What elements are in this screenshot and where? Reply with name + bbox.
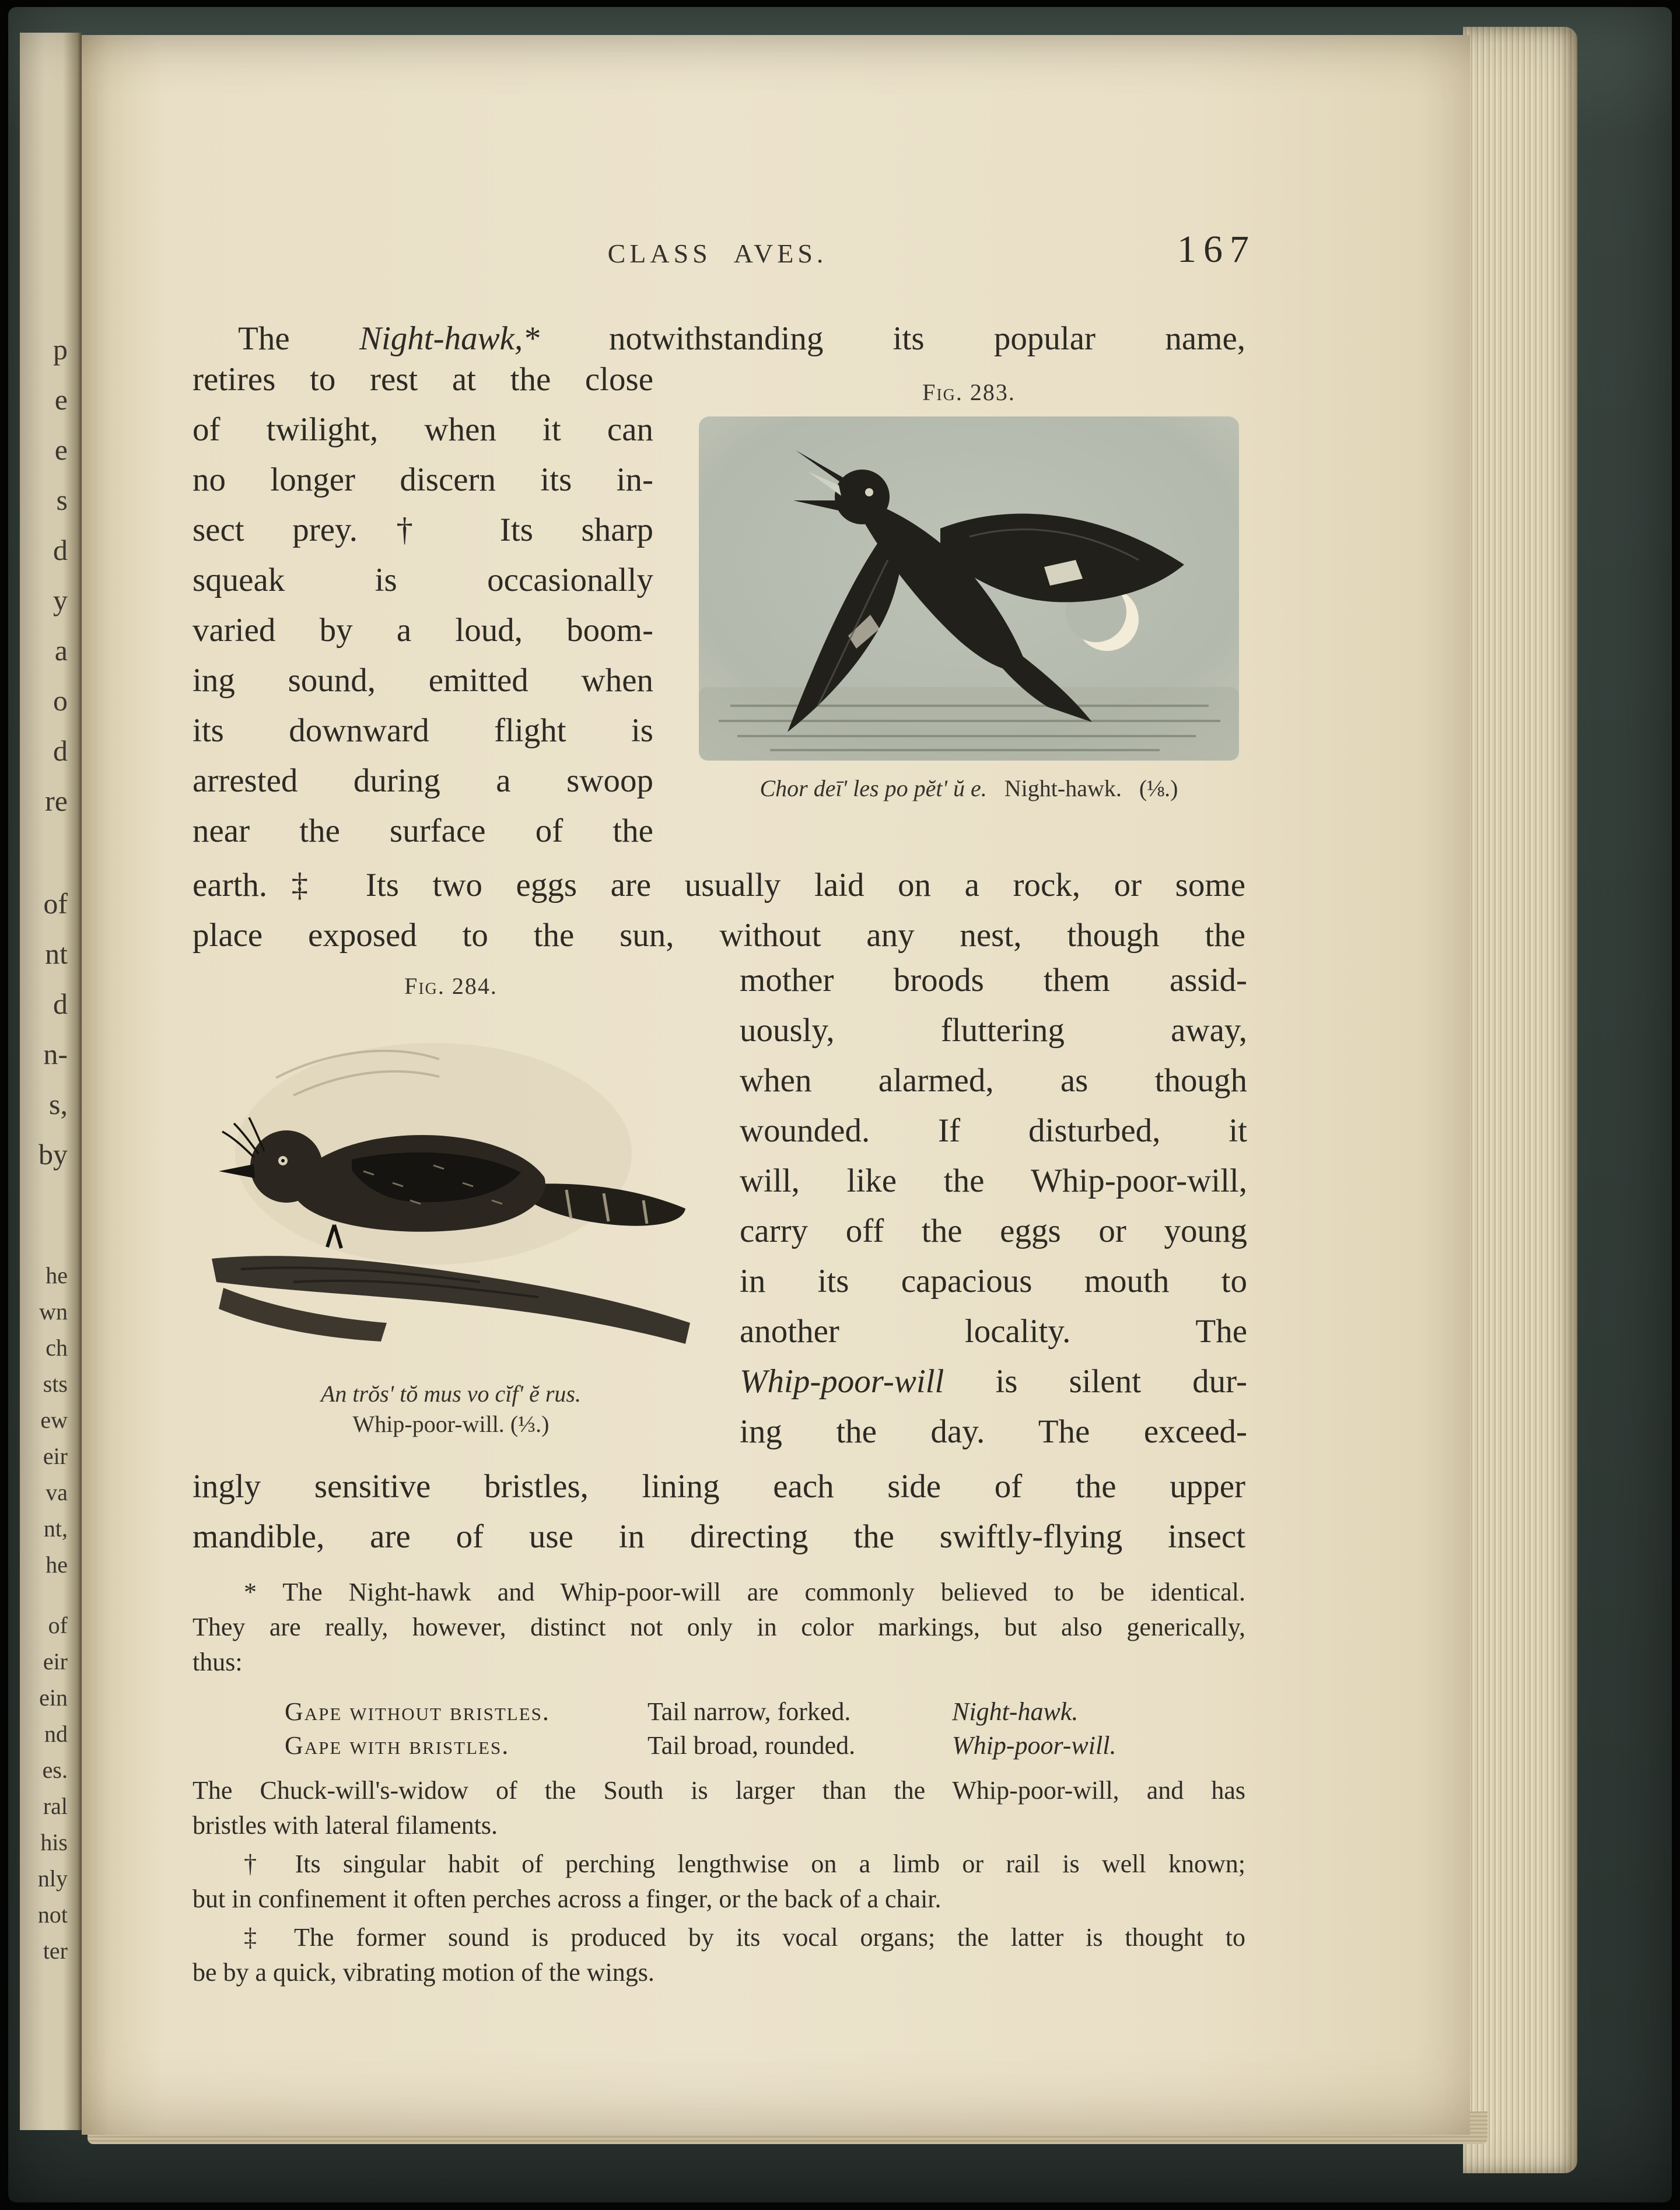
paragraph-right-column: [740, 955, 1247, 1457]
footnote-line: bristles with lateral filaments.: [192, 1811, 498, 1840]
text-line: earth.‡ Its two eggs are usually laid on a rock, or some: [192, 867, 1245, 903]
left-page-fragment: ral: [43, 1793, 68, 1819]
text-line: another locality. The: [740, 1313, 1247, 1350]
left-page-fragment: s,: [49, 1088, 68, 1120]
footnote-line: thus:: [192, 1648, 243, 1676]
text-line: when alarmed, as though: [740, 1062, 1247, 1099]
left-page-fragment: e: [54, 383, 68, 416]
footnote-line: be by a quick, vibrating motion of the wings.: [192, 1958, 654, 1987]
paragraph-rest-text: notwithstanding its popular name,: [539, 320, 1245, 357]
text-line: mandible, are of use in directing the swiftly-flying insect: [192, 1518, 1245, 1555]
left-page-fragments-lower: [39, 1258, 68, 1583]
bird-eye: [865, 488, 873, 496]
species-cell: Night-hawk.: [952, 1697, 1079, 1726]
left-page-sliver: [20, 33, 82, 2130]
common-name: Whip-poor-will.: [352, 1411, 505, 1437]
left-page-fragment: d: [53, 534, 68, 566]
left-page-fragment: nt: [45, 937, 68, 970]
text-line: retires to rest at the close: [192, 361, 653, 398]
text-line: arrested during a swoop: [192, 762, 653, 799]
text-line: place exposed to the sun, without any nest, though the: [192, 917, 1245, 954]
left-page-fragment: nd: [44, 1721, 68, 1747]
left-page-fragment: he: [46, 1551, 68, 1578]
paragraph-left-column: [192, 355, 653, 856]
latin-name: Chor deī' les po pĕt' ŭ e.: [760, 775, 987, 801]
left-page-fragment: d: [53, 987, 68, 1020]
left-page-fragment: of: [43, 887, 68, 920]
text-after-italic: is silent dur-: [944, 1363, 1247, 1400]
tail-cell: Tail narrow, forked.: [648, 1697, 851, 1726]
left-page-fragment: ter: [43, 1938, 68, 1964]
text-line: in its capacious mouth to: [740, 1263, 1247, 1300]
footnote-asterisk: [192, 1575, 1245, 1680]
right-column-lines: [740, 955, 1247, 1357]
common-name: Night-hawk.: [1004, 775, 1122, 801]
left-page-fragments-mid: [38, 878, 68, 1179]
text-line: mother broods them assid-: [740, 962, 1247, 999]
paragraph-closing-lines: [192, 1462, 1245, 1562]
left-page-fragment: n-: [43, 1038, 68, 1070]
left-page-fragment: es.: [42, 1757, 68, 1783]
scale-note: (⅓.): [510, 1411, 550, 1437]
left-page-fragment: not: [37, 1901, 68, 1928]
table-row: [192, 1729, 1245, 1763]
species-name-italic: Night-hawk,*: [359, 320, 540, 357]
species-name-italic: Whip-poor-will: [740, 1363, 944, 1400]
text-line: squeak is occasionally: [192, 562, 653, 598]
footnote-line: They are really, however, distinct not only in color markings, but also generically,: [192, 1613, 1245, 1641]
text-line: wounded. If disturbed, it: [740, 1112, 1247, 1149]
branch: [212, 1256, 690, 1344]
whippoorwill-engraving: [188, 1008, 713, 1370]
left-page-fragment: nt,: [43, 1515, 68, 1542]
text-line: ing the day. The exceed-: [740, 1413, 1247, 1450]
left-page-fragment: by: [38, 1138, 68, 1171]
left-page-fragments-bottom: [38, 1607, 68, 1969]
left-page-fragment: wn: [39, 1298, 68, 1325]
table-row: [192, 1695, 1245, 1729]
text-line: no longer discern its in-: [192, 461, 653, 498]
left-page-fragment: ch: [46, 1335, 68, 1361]
footnote-asterisk-continuation: [192, 1773, 1245, 1843]
species-cell: Whip-poor-will.: [952, 1731, 1116, 1760]
text-line: varied by a loud, boom-: [192, 612, 653, 649]
paragraph-full-width-continuation: [192, 860, 1245, 961]
left-page-fragment: e: [54, 433, 68, 466]
left-page-fragment: nly: [37, 1865, 68, 1892]
text-line: uously, fluttering away,: [740, 1012, 1247, 1049]
footnote-line: The Chuck-will's-widow of the South is larger than the Whip-poor-will, and has: [192, 1776, 1245, 1805]
text-line: ingly sensitive bristles, lining each side of the upper: [192, 1468, 1245, 1505]
text-line-with-italic: [740, 1357, 1247, 1407]
paragraph-lead-text: The: [238, 320, 359, 357]
left-page-fragment: ein: [39, 1684, 68, 1711]
left-page-fragment: he: [46, 1262, 68, 1288]
page-number: 167: [1177, 228, 1256, 271]
footnote-comparison-table: [192, 1695, 1245, 1763]
left-page-fragment: of: [48, 1612, 68, 1638]
running-title: CLASS AVES.: [607, 239, 828, 268]
text-line: sect prey.† Its sharp: [192, 512, 653, 548]
left-page-fragment: re: [45, 784, 68, 817]
left-page-fragment: d: [53, 734, 68, 767]
left-page-fragment: y: [53, 584, 68, 617]
footnote-dagger: [192, 1847, 1245, 1917]
left-page-fragment: sts: [43, 1371, 68, 1397]
footnotes: [192, 1575, 1245, 1990]
figure-283-nighthawk: [695, 379, 1242, 804]
left-page-fragments-top: [45, 324, 68, 826]
text-line: ing sound, emitted when: [192, 662, 653, 699]
tail-cell: Tail broad, rounded.: [648, 1731, 856, 1760]
figure-284-caption: [188, 1379, 713, 1440]
footnote-line: but in confinement it often perches across a finger, or the back of a chair.: [192, 1885, 942, 1913]
text-line: near the surface of the: [192, 812, 653, 849]
left-page-fragment: s: [56, 484, 68, 516]
footnote-double-dagger: [192, 1920, 1245, 1990]
left-page-fragment: p: [53, 333, 68, 366]
book-page: [82, 35, 1470, 2135]
figure-283-label: Fig. 283.: [922, 379, 1016, 405]
figure-284-label: Fig. 284.: [404, 973, 498, 999]
footnote-line: ‡ The former sound is produced by its vocal organs; the latter is thought to: [244, 1923, 1245, 1952]
footnote-line: † Its singular habit of perching lengthwise on a limb or rail is well known;: [244, 1850, 1245, 1878]
left-page-fragment: eir: [43, 1443, 68, 1469]
left-page-fragment: a: [54, 634, 68, 667]
left-page-fragment: his: [40, 1829, 68, 1855]
figure-283-caption: [695, 773, 1242, 804]
gape-cell: Gape without bristles.: [285, 1697, 550, 1726]
gape-cell: Gape with bristles.: [285, 1731, 510, 1760]
text-line: of twilight, when it can: [192, 411, 653, 448]
text-line: will, like the Whip-poor-will,: [740, 1162, 1247, 1199]
text-line: its downward flight is: [192, 712, 653, 749]
figure-284-whippoorwill: [188, 973, 713, 1440]
left-page-fragment: o: [53, 684, 68, 717]
text-line: carry off the eggs or young: [740, 1213, 1247, 1249]
latin-name: An trŏs' tŏ mus vo cĭf' ĕ rus.: [321, 1381, 581, 1407]
nighthawk-engraving: [695, 414, 1242, 764]
left-page-fragment: eir: [43, 1648, 68, 1675]
left-page-fragment: va: [46, 1479, 68, 1505]
scale-note: (⅛.): [1139, 775, 1178, 801]
left-page-fragment: ew: [40, 1407, 68, 1433]
footnote-line: * The Night-hawk and Whip-poor-will are commonly believed to be identical.: [244, 1578, 1245, 1606]
page-edges-right: [1463, 27, 1577, 2173]
